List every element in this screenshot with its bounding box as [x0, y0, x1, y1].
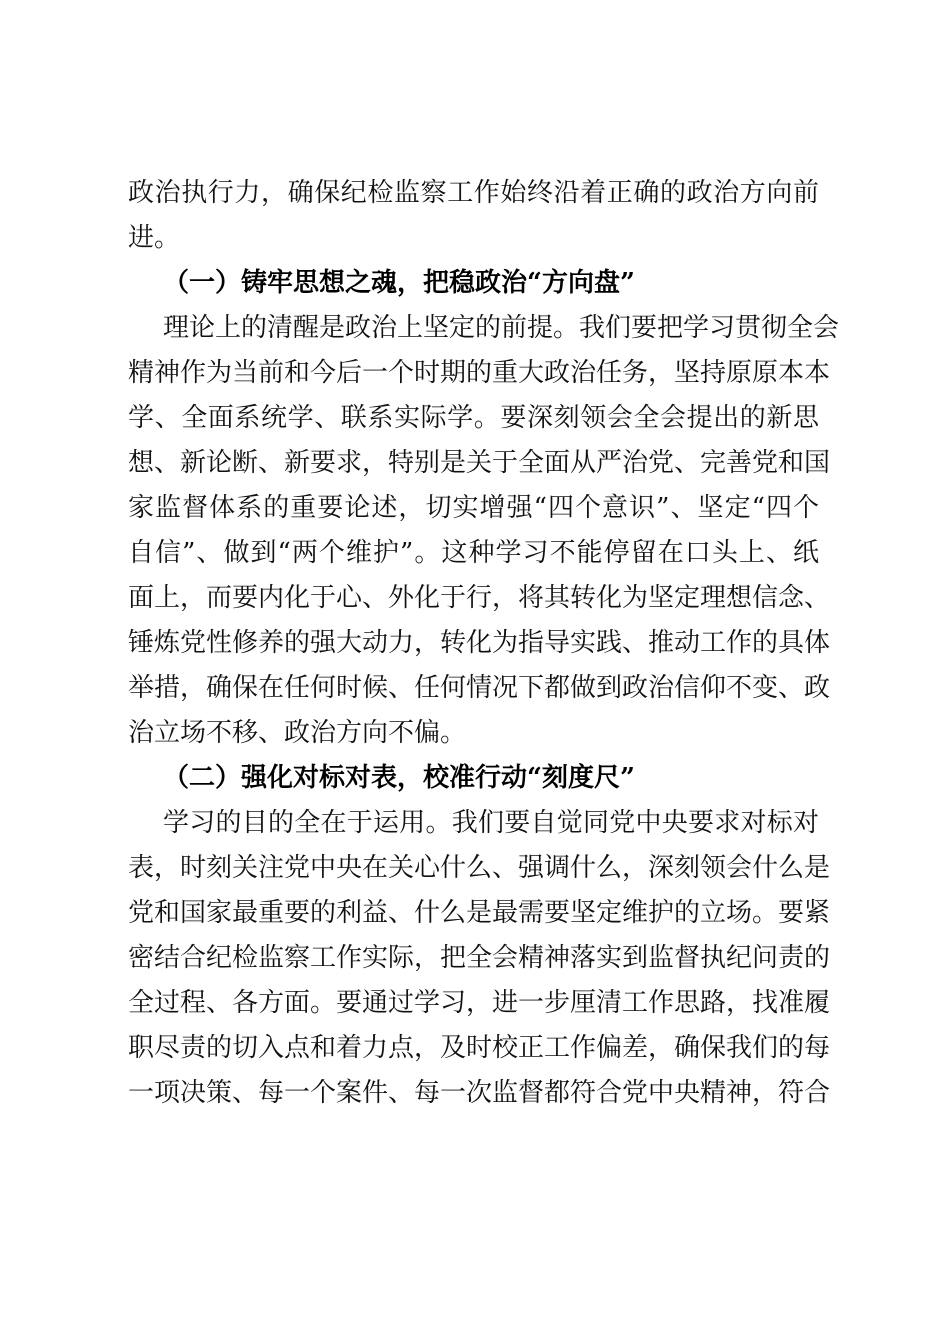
paragraph-line: 一项决策、每一个案件、每一次监督都符合党中央精神，符合 — [128, 1078, 831, 1108]
paragraph-line: 党和国家最重要的利益、什么是最需要坚定维护的立场。要紧 — [128, 898, 831, 928]
paragraph-line: 家监督体系的重要论述，切实增强“四个意识”、坚定“四个 — [128, 493, 819, 523]
paragraph-line: 学习的目的全在于运用。我们要自觉同党中央要求对标对 — [163, 808, 819, 838]
section-heading-1: （一）铸牢思想之魂，把稳政治“方向盘” — [163, 268, 635, 298]
paragraph-line: 面上，而要内化于心、外化于行，将其转化为坚定理想信念、 — [128, 583, 831, 613]
paragraph-line: 治立场不移、政治方向不偏。 — [128, 718, 467, 748]
paragraph-line: 政治执行力，确保纪检监察工作始终沿着正确的政治方向前 — [128, 178, 819, 208]
paragraph-line: 密结合纪检监察工作实际，把全会精神落实到监督执纪问责的 — [128, 943, 831, 973]
paragraph-line: 想、新论断、新要求，特别是关于全面从严治党、完善党和国 — [128, 448, 831, 478]
paragraph-line: 精神作为当前和今后一个时期的重大政治任务，坚持原原本本 — [128, 358, 831, 388]
paragraph-line: 表，时刻关注党中央在关心什么、强调什么，深刻领会什么是 — [128, 853, 831, 883]
paragraph-line: 全过程、各方面。要通过学习，进一步厘清工作思路，找准履 — [128, 988, 831, 1018]
document-body — [128, 171, 840, 1116]
paragraph-line: 自信”、做到“两个维护”。这种学习不能停留在口头上、纸 — [128, 538, 819, 568]
paragraph-line: 进。 — [128, 223, 181, 253]
paragraph-line: 理论上的清醒是政治上坚定的前提。我们要把学习贯彻全会 — [163, 313, 840, 343]
paragraph-line: 举措，确保在任何时候、任何情况下都做到政治信仰不变、政 — [128, 673, 831, 703]
paragraph-line: 锤炼党性修养的强大动力，转化为指导实践、推动工作的具体 — [128, 628, 831, 658]
paragraph-line: 职尽责的切入点和着力点，及时校正工作偏差，确保我们的每 — [128, 1033, 831, 1063]
section-heading-2: （二）强化对标对表，校准行动“刻度尺” — [163, 763, 635, 793]
paragraph-line: 学、全面系统学、联系实际学。要深刻领会全会提出的新思 — [128, 403, 819, 433]
